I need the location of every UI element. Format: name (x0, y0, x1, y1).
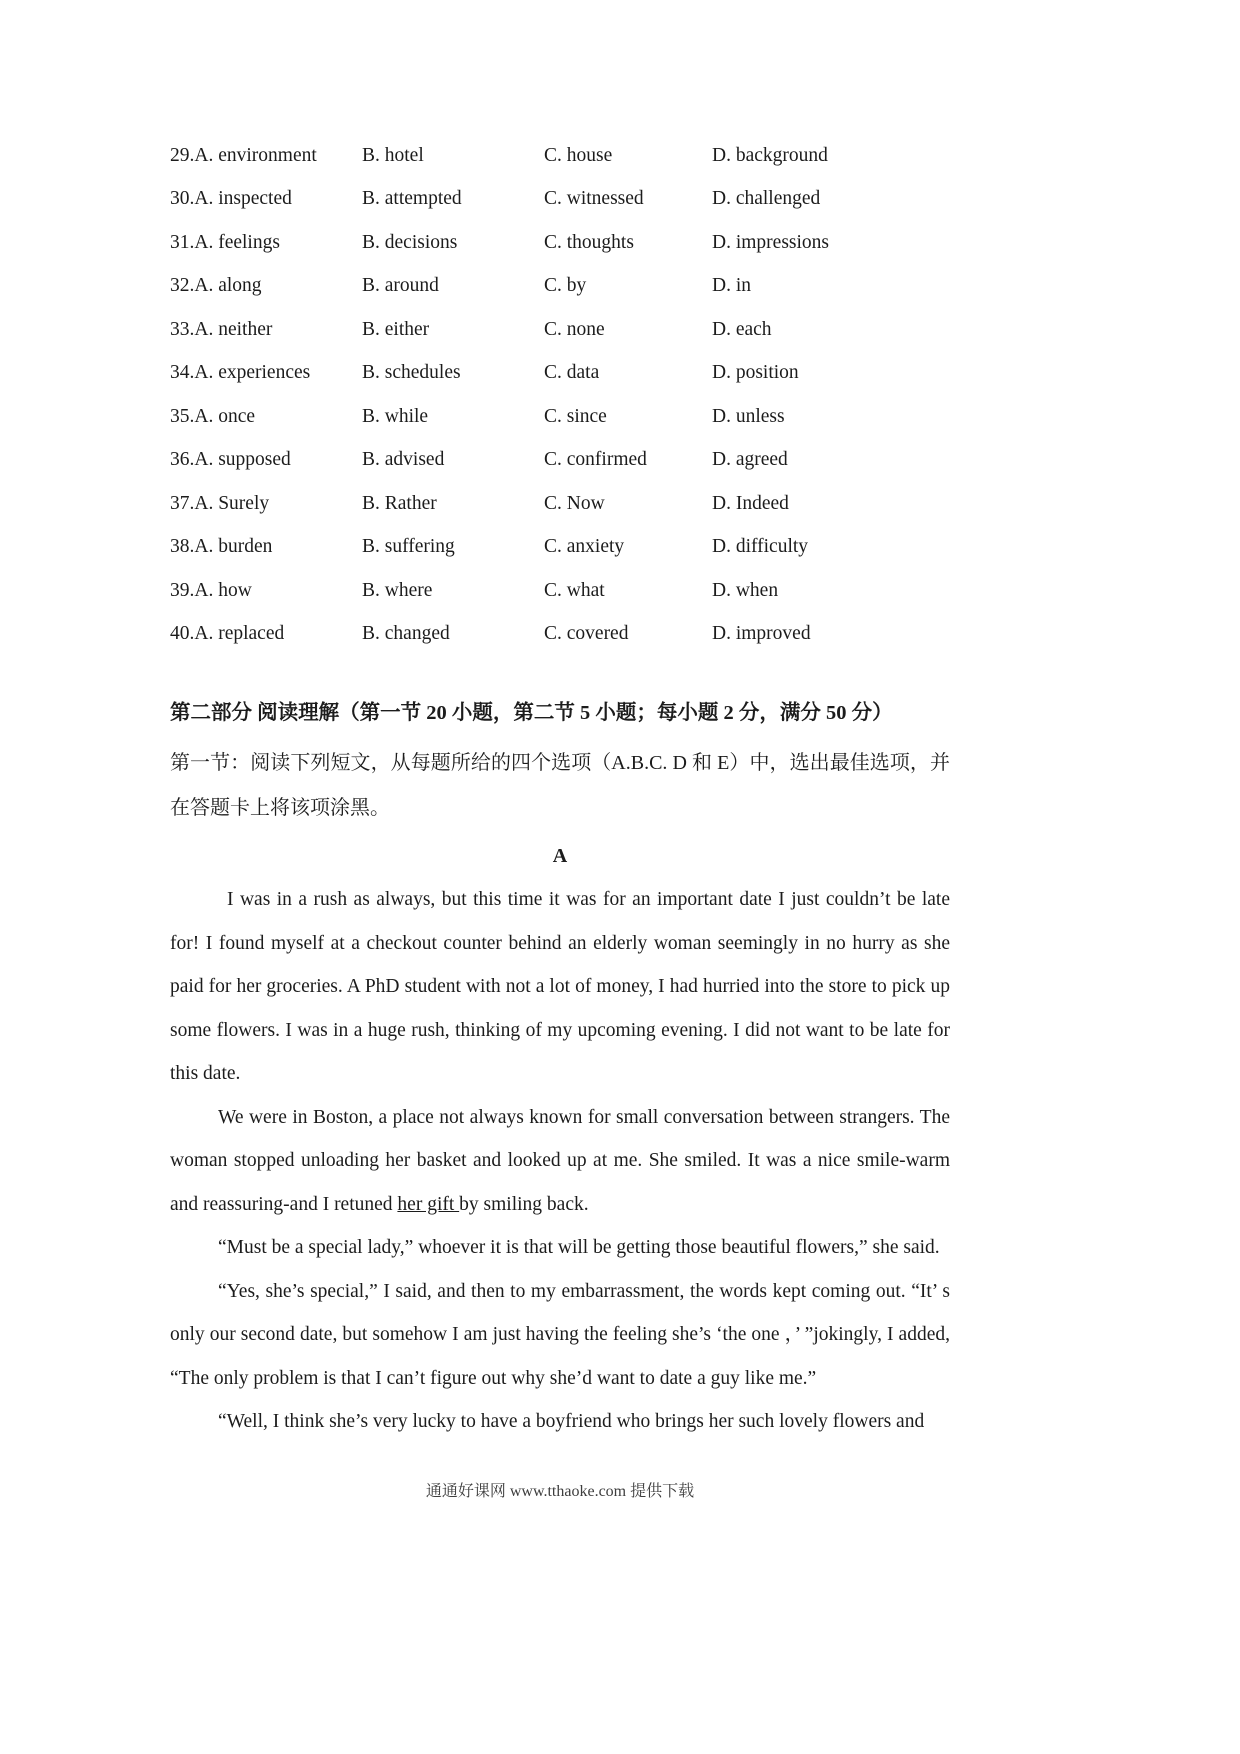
question-row (170, 569, 950, 613)
option-d: D. impressions (712, 231, 829, 253)
question-row (170, 178, 950, 222)
option-c: C. house (544, 144, 613, 166)
option-c: C. witnessed (544, 188, 644, 210)
passage-paragraph-2 (170, 1096, 950, 1227)
cloze-options-table (170, 134, 950, 656)
question-row (170, 134, 950, 178)
option-a: 39.A. how (170, 579, 252, 601)
option-a: 36.A. supposed (170, 449, 291, 471)
option-d: D. in (712, 275, 751, 297)
option-a: 35.A. once (170, 405, 256, 427)
question-row (170, 613, 950, 657)
option-b: B. while (362, 405, 429, 427)
option-b: B. suffering (362, 536, 455, 558)
option-b: B. decisions (362, 231, 458, 253)
option-b: B. Rather (362, 492, 437, 514)
option-d: D. unless (712, 405, 785, 427)
option-a: 34.A. experiences (170, 362, 311, 384)
option-d: D. improved (712, 623, 811, 645)
option-d: D. agreed (712, 449, 788, 471)
passage-a-label: A (552, 845, 568, 867)
option-c: C. data (544, 362, 600, 384)
option-b: B. either (362, 318, 430, 340)
option-d: D. each (712, 318, 772, 340)
option-c: C. what (544, 579, 605, 601)
option-d: D. position (712, 362, 799, 384)
question-row (170, 439, 950, 483)
option-a: 40.A. replaced (170, 623, 285, 645)
option-a: 29.A. environment (170, 144, 317, 166)
option-a: 32.A. along (170, 275, 262, 297)
option-b: B. changed (362, 623, 450, 645)
option-c: C. confirmed (544, 449, 647, 471)
underlined-phrase: her gift (397, 1193, 460, 1215)
passage-paragraph-4: “Yes, she’s special,” I said, and then to my embarrassment, the words kept coming out. “It’ s only our second date, but somehow I am just having the feeling she’s ‘the one ，’ ”jokingly, I added, “The only problem is that I can’t figure out why she’d want to date a guy like me.” (170, 1280, 950, 1389)
paragraph-2-text: We were in Boston, a place not always known for small conversation between strangers. The woman stopped unloading her basket and looked up at me. She smiled. It was a nice smile-warm and reassuring-and I retuned (170, 1106, 950, 1215)
passage-paragraph-1: I was in a rush as always, but this time it was for an important date I just couldn’t be late for! I found myself at a checkout counter behind an elderly woman seemingly in no hurry as she paid for her groceries. A PhD student with not a lot of money, I had hurried into the store to pick up some flowers. I was in a huge rush, thinking of my upcoming evening. I did not want to be late for this date. (170, 889, 950, 1084)
option-c: C. none (544, 318, 605, 340)
option-c: C. covered (544, 623, 629, 645)
question-row (170, 352, 950, 396)
option-b: B. schedules (362, 362, 461, 384)
option-b: B. advised (362, 449, 445, 471)
option-c: C. by (544, 275, 587, 297)
option-d: D. when (712, 579, 779, 601)
page-content (170, 134, 950, 1444)
question-row (170, 308, 950, 352)
option-d: D. Indeed (712, 492, 789, 514)
paragraph-2-text-end: by smiling back. (459, 1193, 589, 1215)
page-footer: 通通好课网 www.tthaoke.com 提供下载 (425, 1483, 695, 1500)
option-c: C. thoughts (544, 231, 634, 253)
passage-paragraph-3: “Must be a special lady,” whoever it is that will be getting those beautiful flowers,” she said. (218, 1237, 940, 1258)
option-c: C. Now (544, 492, 605, 514)
part2-heading: 第二部分 阅读理解（第一节 20 小题，第二节 5 小题；每小题 2 分，满分 50 分） (170, 702, 893, 724)
option-a: 30.A. inspected (170, 188, 292, 210)
option-c: C. anxiety (544, 536, 625, 558)
question-row (170, 221, 950, 265)
section1-instructions: 第一节：阅读下列短文，从每题所给的四个选项（A.B.C. D 和 E）中，选出最佳选项，并在答题卡上将该项涂黑。 (170, 752, 950, 819)
option-d: D. difficulty (712, 536, 809, 558)
passage-paragraph-5: “Well, I think she’s very lucky to have a boyfriend who brings her such lovely flowers and (218, 1411, 925, 1432)
option-b: B. hotel (362, 144, 424, 166)
option-c: C. since (544, 405, 607, 427)
question-row (170, 526, 950, 570)
option-b: B. around (362, 275, 439, 297)
question-row (170, 482, 950, 526)
question-row (170, 265, 950, 309)
option-b: B. where (362, 579, 433, 601)
option-a: 31.A. feelings (170, 231, 280, 253)
option-d: D. background (712, 144, 828, 166)
option-d: D. challenged (712, 188, 821, 210)
option-a: 37.A. Surely (170, 492, 270, 514)
option-a: 38.A. burden (170, 536, 273, 558)
option-b: B. attempted (362, 188, 462, 210)
option-a: 33.A. neither (170, 318, 273, 340)
question-row (170, 395, 950, 439)
